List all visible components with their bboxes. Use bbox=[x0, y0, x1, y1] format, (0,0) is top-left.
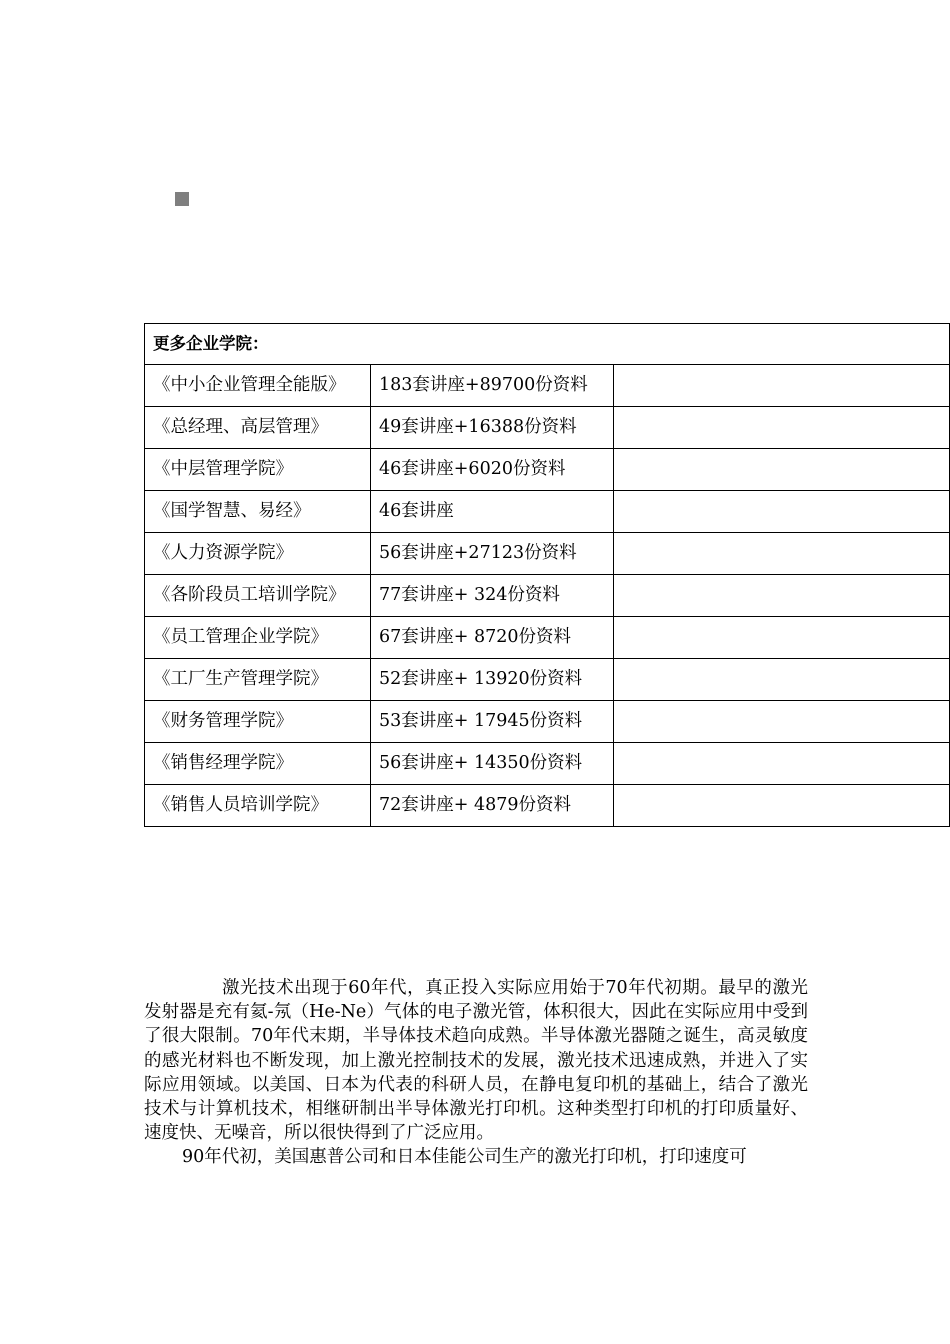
table-row bbox=[145, 785, 950, 827]
table-row bbox=[145, 617, 950, 659]
empty-cell bbox=[614, 533, 950, 575]
empty-cell bbox=[614, 617, 950, 659]
academy-name-cell: 《中层管理学院》 bbox=[145, 449, 371, 491]
academy-name-cell: 《销售人员培训学院》 bbox=[145, 785, 371, 827]
academy-detail-cell: 67套讲座+ 8720份资料 bbox=[371, 617, 614, 659]
empty-cell bbox=[614, 491, 950, 533]
empty-cell bbox=[614, 659, 950, 701]
academy-name-cell: 《国学智慧、易经》 bbox=[145, 491, 371, 533]
article bbox=[144, 976, 808, 1170]
table-row bbox=[145, 743, 950, 785]
academy-name-cell: 《员工管理企业学院》 bbox=[145, 617, 371, 659]
academy-detail-cell: 49套讲座+16388份资料 bbox=[371, 407, 614, 449]
academy-detail-cell: 77套讲座+ 324份资料 bbox=[371, 575, 614, 617]
academy-detail-cell: 52套讲座+ 13920份资料 bbox=[371, 659, 614, 701]
academy-name-cell: 《中小企业管理全能版》 bbox=[145, 365, 371, 407]
academy-detail-cell: 72套讲座+ 4879份资料 bbox=[371, 785, 614, 827]
table-row bbox=[145, 491, 950, 533]
academy-detail-cell: 56套讲座+27123份资料 bbox=[371, 533, 614, 575]
table-row bbox=[145, 407, 950, 449]
academy-name-cell: 《财务管理学院》 bbox=[145, 701, 371, 743]
table-row bbox=[145, 575, 950, 617]
academy-name-cell: 《人力资源学院》 bbox=[145, 533, 371, 575]
table-row bbox=[145, 449, 950, 491]
academy-detail-cell: 56套讲座+ 14350份资料 bbox=[371, 743, 614, 785]
table-body bbox=[145, 365, 950, 827]
academy-table bbox=[144, 323, 950, 827]
academy-name-cell: 《工厂生产管理学院》 bbox=[145, 659, 371, 701]
empty-cell bbox=[614, 743, 950, 785]
square-bullet-icon bbox=[175, 192, 189, 206]
table-header-row bbox=[145, 324, 950, 365]
academy-name-cell: 《销售经理学院》 bbox=[145, 743, 371, 785]
table-row bbox=[145, 701, 950, 743]
empty-cell bbox=[614, 701, 950, 743]
academy-detail-cell: 53套讲座+ 17945份资料 bbox=[371, 701, 614, 743]
academy-detail-cell: 183套讲座+89700份资料 bbox=[371, 365, 614, 407]
empty-cell bbox=[614, 575, 950, 617]
academy-name-cell: 《总经理、高层管理》 bbox=[145, 407, 371, 449]
academy-detail-cell: 46套讲座 bbox=[371, 491, 614, 533]
table-row bbox=[145, 533, 950, 575]
table-row bbox=[145, 659, 950, 701]
article-paragraph: 90年代初，美国惠普公司和日本佳能公司生产的激光打印机，打印速度可 bbox=[182, 1147, 747, 1168]
empty-cell bbox=[614, 449, 950, 491]
table-header: 更多企业学院： bbox=[145, 324, 950, 365]
academy-detail-cell: 46套讲座+6020份资料 bbox=[371, 449, 614, 491]
empty-cell bbox=[614, 785, 950, 827]
empty-cell bbox=[614, 407, 950, 449]
empty-cell bbox=[614, 365, 950, 407]
academy-name-cell: 《各阶段员工培训学院》 bbox=[145, 575, 371, 617]
article-paragraph: 激光技术出现于60年代，真正投入实际应用始于70年代初期。最早的激光发射器是充有氦-氖（He-Ne）气体的电子激光管，体积很大，因此在实际应用中受到了很大限制。70年代末期，半导体技术趋向成熟。半导体激光器随之诞生，高灵敏度的感光材料也不断发现，加上激光控制技术的发展，激光技术迅速成熟，并进入了实际应用领域。以美国、日本为代表的科研人员，在静电复印机的基础上，结合了激光技术与计算机技术，相继研制出半导体激光打印机。这种类型打印机的打印质量好、速度快、无噪音，所以很快得到了广泛应用。 bbox=[144, 978, 808, 1144]
table-row bbox=[145, 365, 950, 407]
